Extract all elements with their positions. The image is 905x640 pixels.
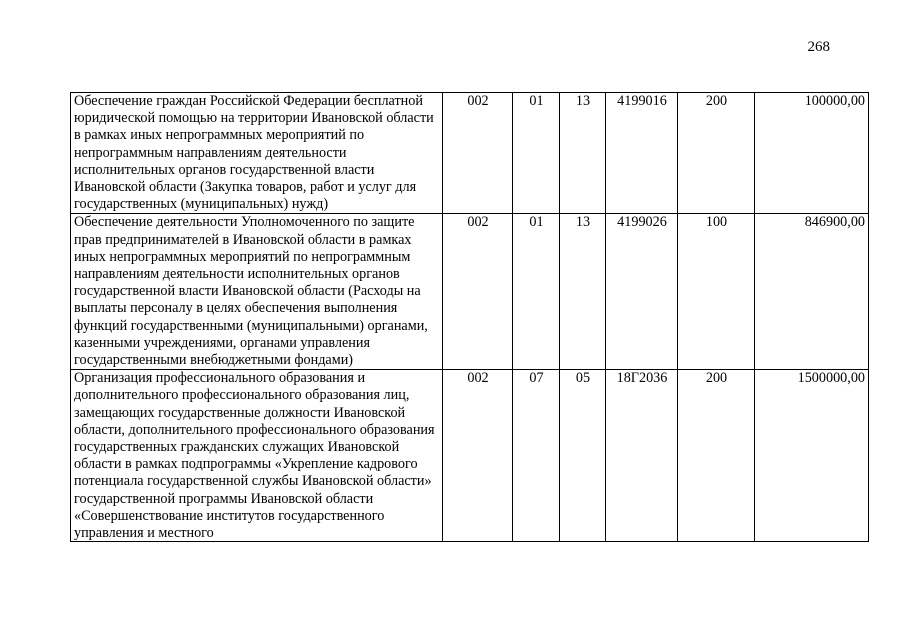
subsection-code-cell: 13 bbox=[560, 214, 606, 370]
target-code-cell: 4199026 bbox=[606, 214, 678, 370]
ministry-code-cell: 002 bbox=[443, 370, 513, 542]
table-row bbox=[71, 370, 869, 542]
budget-table bbox=[70, 92, 869, 542]
target-code-cell: 4199016 bbox=[606, 93, 678, 214]
section-code-cell: 07 bbox=[513, 370, 560, 542]
row-name-cell bbox=[71, 370, 443, 542]
amount-cell: 1500000,00 bbox=[755, 370, 869, 542]
expense-type-cell: 200 bbox=[678, 93, 755, 214]
row-name-text: Организация профессионального образования и дополнительного профессионального образования лиц, замещающих государственные должности Ивановской области, дополнительного профессионального образования государственных гражданских служащих Ивановской области в рамках подпрограммы «Укрепление кадрового потенциала государственной службы Ивановской области» государственной программы Ивановской области «Совершенствование институтов государственного управления и местного bbox=[74, 370, 435, 542]
row-name-cell: Обеспечение деятельности Уполномоченного по защите прав предпринимателей в Ивановской области в рамках иных непрограммных мероприятий по непрограммным направлениям деятельности исполнительных органов государственной власти Ивановской области (Расходы на выплаты персоналу в целях обеспечения выполнения функций государственными (муниципальными) органами, казенными учреждениями, органами управления государственными внебюджетными фондами) bbox=[71, 214, 443, 370]
section-code-cell: 01 bbox=[513, 93, 560, 214]
ministry-code-cell: 002 bbox=[443, 214, 513, 370]
amount-cell: 846900,00 bbox=[755, 214, 869, 370]
amount-cell: 100000,00 bbox=[755, 93, 869, 214]
row-name-cell: Обеспечение граждан Российской Федерации бесплатной юридической помощью на территории Ивановской области в рамках иных непрограммных мероприятий по непрограммным направлениям деятельности исполнительных органов государственной власти Ивановской области (Закупка товаров, работ и услуг для государственных (муниципальных) нужд) bbox=[71, 93, 443, 214]
section-code-cell: 01 bbox=[513, 214, 560, 370]
page-number: 268 bbox=[807, 39, 830, 55]
table-row bbox=[71, 214, 869, 370]
subsection-code-cell: 05 bbox=[560, 370, 606, 542]
subsection-code-cell: 13 bbox=[560, 93, 606, 214]
target-code-cell: 18Г2036 bbox=[606, 370, 678, 542]
ministry-code-cell: 002 bbox=[443, 93, 513, 214]
expense-type-cell: 100 bbox=[678, 214, 755, 370]
expense-type-cell: 200 bbox=[678, 370, 755, 542]
table-row bbox=[71, 93, 869, 214]
